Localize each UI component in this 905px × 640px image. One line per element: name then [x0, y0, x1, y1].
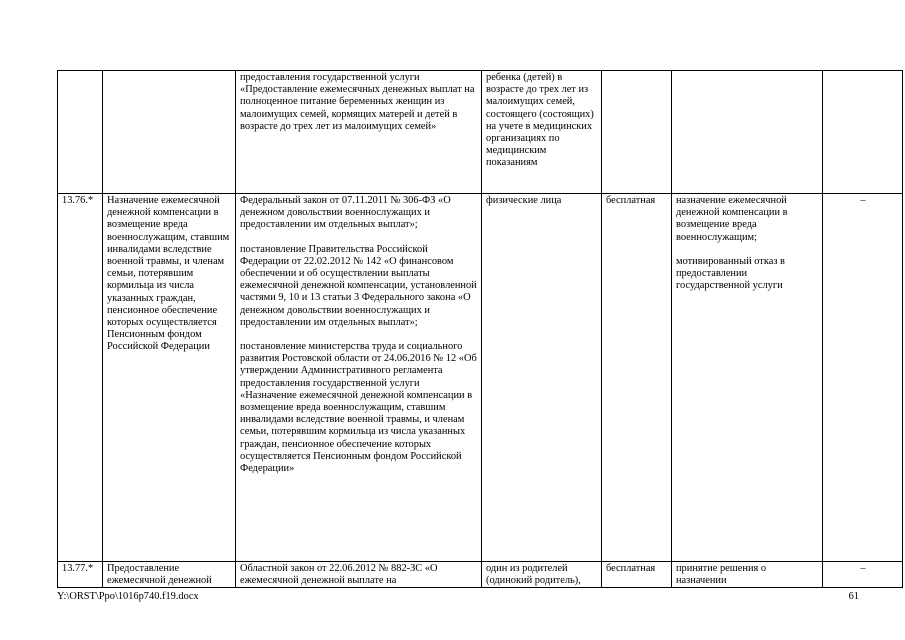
result-paragraph: принятие решения о назначении	[676, 563, 767, 587]
table-row-13-77	[58, 562, 903, 588]
services-table	[57, 70, 903, 588]
cell-service-name: Назначение ежемесячной денежной компенсации в возмещение вреда военнослужащим, ставшим инвалидами вследствие военной травмы, и членам семьи, потерявшим кормильца из числа указанных граждан, пенсионное обеспечение которых осуществляется Пенсионным фондом Российской Федерации	[103, 194, 236, 562]
cell-service-name: Предоставление ежемесячной денежной	[103, 562, 236, 588]
footer-page-number: 61	[848, 591, 859, 602]
legal-basis-paragraph: предоставления государственной услуги «Предоставление ежемесячных денежных выплат на полноценное питание беременных женщин из малоимущих семей, кормящих матерей и детей в возрасте до трех лет из малоимущих семей»	[240, 72, 475, 132]
cell-recipients: физические лица	[482, 194, 602, 562]
result-paragraph: назначение ежемесячной денежной компенсации в возмещение вреда военнослужащим;	[676, 195, 788, 243]
cell-number: 13.76.*	[58, 194, 103, 562]
legal-basis-paragraph: постановление Правительства Российской Федерации от 22.02.2012 № 142 «О финансовом обеспечении и об осуществлении выплаты ежемесячной денежной компенсации, установленной частями 9, 10 и 13 статьи 3 Федерального закона «О денежном довольствии военнослужащих и предоставлении им отдельных выплат»;	[240, 243, 477, 328]
cell-number: 13.77.*	[58, 562, 103, 588]
legal-basis-paragraph: Областной закон от 22.06.2012 № 882-ЗС «О ежемесячной денежной выплате на	[240, 563, 438, 587]
table-row-continued	[58, 71, 903, 194]
cell-result	[672, 194, 823, 562]
cell-number	[58, 71, 103, 194]
result-paragraph: мотивированный отказ в предоставлении государственной услуги	[676, 255, 785, 292]
cell-extra: –	[823, 562, 903, 588]
cell-cost: бесплатная	[602, 562, 672, 588]
legal-basis-paragraph: Федеральный закон от 07.11.2011 № 306-ФЗ «О денежном довольствии военнослужащих и предоставлении им отдельных выплат»;	[240, 195, 451, 231]
footer-file-path: Y:\ORST\Ppo\1016p740.f19.docx	[57, 591, 199, 602]
legal-basis-paragraph: постановление министерства труда и социального развития Ростовской области от 24.06.2016 № 12 «Об утверждении Административного регламента предоставления государственной услуги «Назначение ежемесячной денежной компенсации в возмещение вреда военнослужащим, ставшим инвалидами вследствие военной травмы, и членам семьи, потерявшим кормильца из числа указанных граждан, пенсионное обеспечение которых осуществляется Пенсионным фондом Российской Федерации»	[240, 341, 477, 475]
cell-recipients: один из родителей (одинокий родитель),	[482, 562, 602, 588]
cell-legal-basis	[236, 71, 482, 194]
cell-extra	[823, 71, 903, 194]
cell-extra: –	[823, 194, 903, 562]
cell-service-name	[103, 71, 236, 194]
cell-result	[672, 562, 823, 588]
cell-recipients: ребенка (детей) в возрасте до трех лет из малоимущих семей, состоящего (состоящих) на учете в медицинских организациях по медицинским показаниям	[482, 71, 602, 194]
cell-cost: бесплатная	[602, 194, 672, 562]
cell-legal-basis	[236, 194, 482, 562]
cell-result	[672, 71, 823, 194]
table-row-13-76	[58, 194, 903, 562]
cell-cost	[602, 71, 672, 194]
cell-legal-basis	[236, 562, 482, 588]
